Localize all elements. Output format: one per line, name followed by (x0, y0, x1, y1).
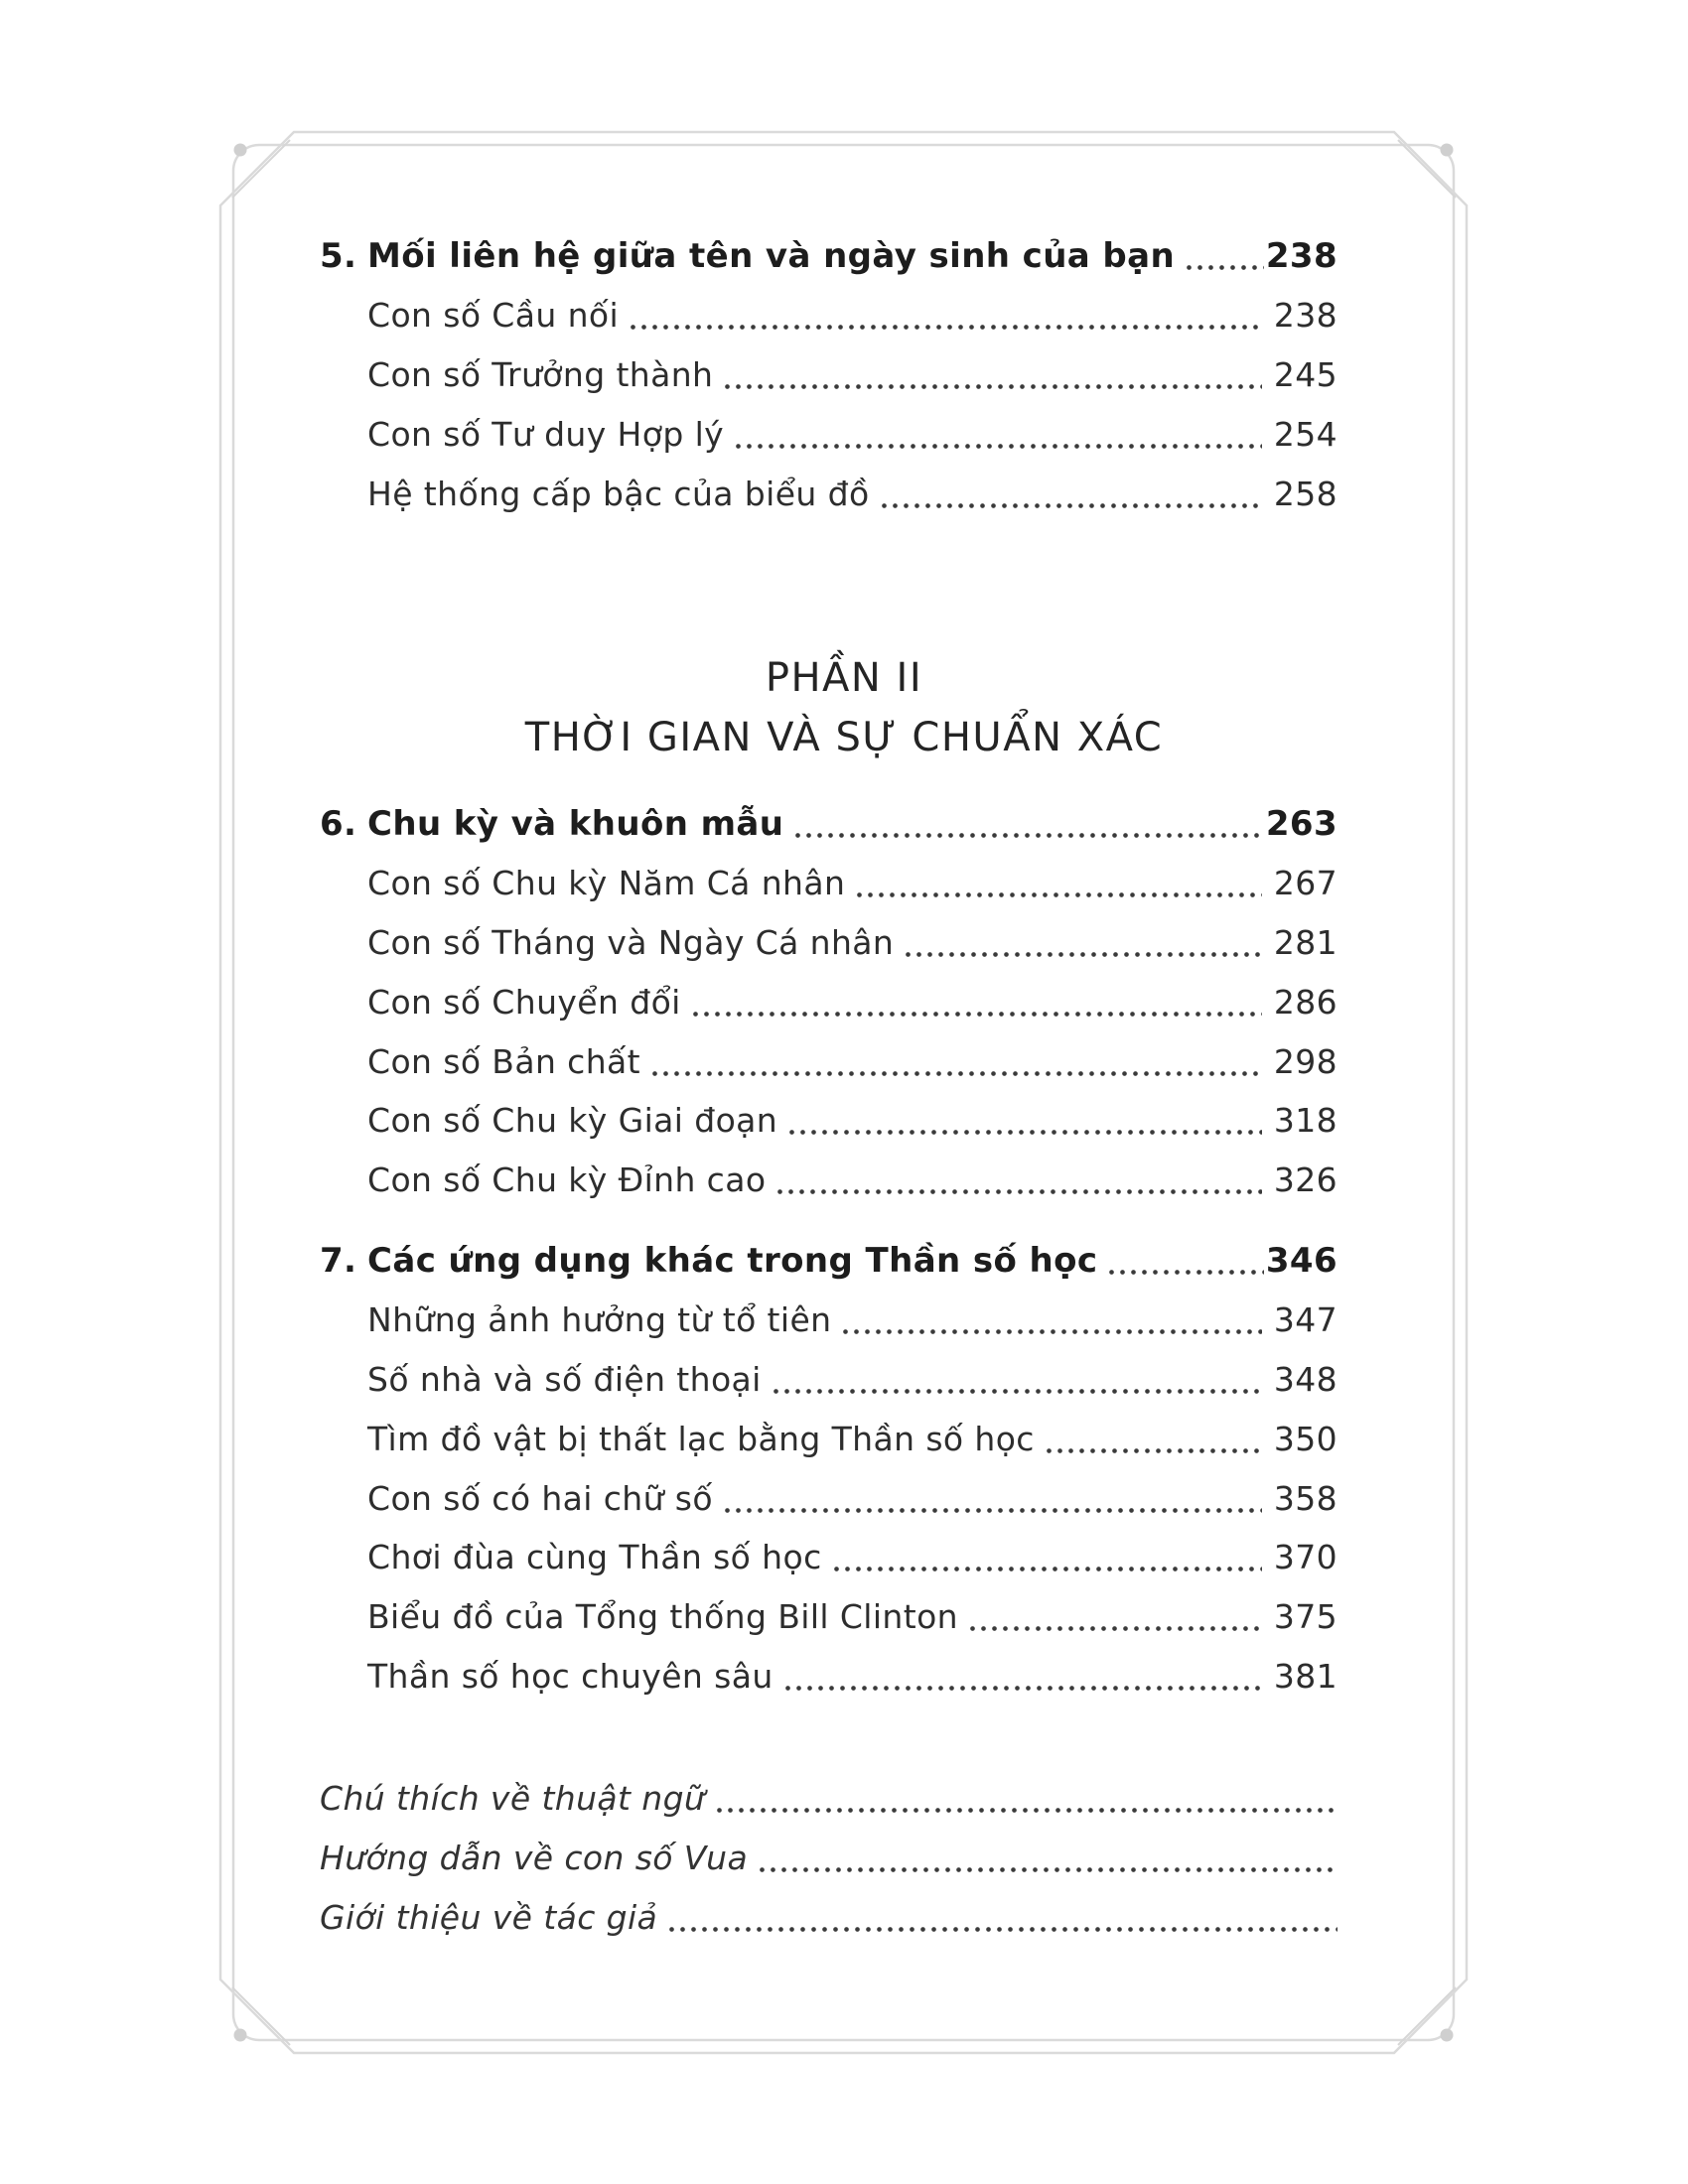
row-label: Chú thích về thuật ngữ (320, 1779, 706, 1819)
frame-corner-dot-tr (1441, 144, 1454, 157)
row-label: Con số Chuyển đổi (367, 982, 681, 1022)
row-label: Con số Chu kỳ Giai đoạn (367, 1101, 778, 1141)
row-label: Con số Chu kỳ Đỉnh cao (367, 1160, 767, 1200)
row-label: Con số Chu kỳ Năm Cá nhân (367, 864, 846, 903)
back-matter-row (320, 1829, 1337, 1888)
dot-leader (906, 952, 1262, 957)
dot-leader (777, 1189, 1262, 1194)
chapter-number: 7. (320, 1240, 357, 1281)
chapter-title: Mối liên hệ giữa tên và ngày sinh của bạn (367, 235, 1176, 276)
row-page-number: 318 (1273, 1101, 1337, 1141)
toc-chapter-row (320, 1231, 1337, 1291)
part-header (220, 648, 1468, 767)
dot-leader (1187, 265, 1264, 270)
row-label: Chơi đùa cùng Thần số học (367, 1538, 822, 1577)
toc-row (320, 464, 1337, 523)
row-label: Tìm đồ vật bị thất lạc bằng Thần số học (367, 1419, 1035, 1458)
dot-leader (970, 1626, 1262, 1631)
row-page-number: 254 (1273, 414, 1337, 454)
row-page-number: 347 (1273, 1300, 1337, 1340)
row-page-number: 370 (1273, 1538, 1337, 1577)
row-label: Con số Tháng và Ngày Cá nhân (367, 922, 895, 962)
chapter-number: 5. (320, 235, 357, 276)
dot-leader (693, 1012, 1262, 1017)
row-label: Hệ thống cấp bậc của biểu đồ (367, 474, 870, 513)
row-page-number: 375 (1273, 1597, 1337, 1637)
row-page-number: 350 (1273, 1419, 1337, 1458)
row-label: Những ảnh hưởng từ tổ tiên (367, 1300, 832, 1340)
dot-leader (669, 1927, 1337, 1932)
toc-chapter-row (320, 226, 1337, 286)
chapter-number: 6. (320, 803, 357, 844)
dot-leader (631, 325, 1262, 330)
dot-leader (834, 1567, 1262, 1571)
dot-leader (725, 1508, 1262, 1513)
dot-leader (843, 1329, 1262, 1334)
row-page-number: 348 (1273, 1359, 1337, 1399)
frame-corner-dot-bl (234, 2029, 247, 2042)
toc-row (320, 1409, 1337, 1468)
back-matter-row (320, 1769, 1337, 1829)
toc-row (320, 1468, 1337, 1528)
part-title: THỜI GIAN VÀ SỰ CHUẨN XÁC (524, 715, 1164, 760)
toc-row (320, 1350, 1337, 1410)
back-matter (320, 1769, 1337, 1947)
row-page-number: 326 (1273, 1160, 1337, 1200)
frame-corner-dot-br (1441, 2029, 1454, 2042)
row-page-number: 238 (1273, 296, 1337, 336)
row-page-number: 381 (1273, 1656, 1337, 1696)
row-page-number: 245 (1273, 354, 1337, 394)
row-page-number: 267 (1273, 864, 1337, 903)
row-label: Con số Trưởng thành (367, 354, 714, 394)
toc-row (320, 1647, 1337, 1706)
frame-corner-dot-tl (234, 144, 247, 157)
row-label: Hướng dẫn về con số Vua (320, 1839, 749, 1878)
toc-row (320, 913, 1337, 973)
toc-row (320, 404, 1337, 464)
dot-leader (882, 503, 1262, 508)
row-label: Con số Tư duy Hợp lý (367, 414, 725, 454)
toc-chapter-row (320, 794, 1337, 854)
toc-row (320, 1091, 1337, 1151)
chapter-title: Chu kỳ và khuôn mẫu (367, 803, 784, 844)
dot-leader (736, 444, 1262, 449)
row-label: Biểu đồ của Tổng thống Bill Clinton (367, 1597, 958, 1637)
part-kicker: PHẦN II (765, 655, 923, 701)
toc-row (320, 1151, 1337, 1210)
row-page-number: 298 (1273, 1041, 1337, 1081)
chapter-page-number: 346 (1265, 1240, 1337, 1281)
toc-section-6 (320, 794, 1337, 1210)
chapter-page-number: 263 (1265, 803, 1337, 844)
dot-leader (789, 1130, 1262, 1135)
row-page-number: 281 (1273, 922, 1337, 962)
row-label: Thần số học chuyên sâu (367, 1656, 774, 1696)
dot-leader (1047, 1448, 1262, 1453)
dot-leader (1109, 1270, 1263, 1275)
toc-row (320, 854, 1337, 913)
dot-leader (774, 1389, 1262, 1394)
toc-row (320, 1031, 1337, 1091)
toc-row (320, 345, 1337, 405)
dot-leader (785, 1686, 1262, 1691)
dot-leader (795, 833, 1263, 838)
row-page-number: 286 (1273, 982, 1337, 1022)
dot-leader (760, 1867, 1337, 1872)
chapter-page-number: 238 (1265, 235, 1337, 276)
dot-leader (857, 892, 1262, 897)
chapter-title: Các ứng dụng khác trong Thần số học (367, 1240, 1098, 1281)
back-matter-row (320, 1888, 1337, 1948)
row-page-number: 358 (1273, 1478, 1337, 1518)
row-label: Con số Bản chất (367, 1041, 640, 1081)
row-label: Số nhà và số điện thoại (367, 1359, 762, 1399)
dot-leader (725, 384, 1262, 389)
toc-section-5 (320, 226, 1337, 523)
row-label: Con số Cầu nối (367, 296, 620, 336)
toc-row (320, 1528, 1337, 1587)
toc-row (320, 286, 1337, 345)
row-label: Giới thiệu về tác giả (320, 1897, 658, 1937)
dot-leader (652, 1071, 1262, 1076)
toc-row (320, 1291, 1337, 1350)
row-page-number: 258 (1273, 474, 1337, 513)
toc-row (320, 1587, 1337, 1647)
row-label: Con số có hai chữ số (367, 1478, 713, 1518)
dot-leader (717, 1808, 1337, 1813)
toc-row (320, 972, 1337, 1031)
toc-section-7 (320, 1231, 1337, 1706)
